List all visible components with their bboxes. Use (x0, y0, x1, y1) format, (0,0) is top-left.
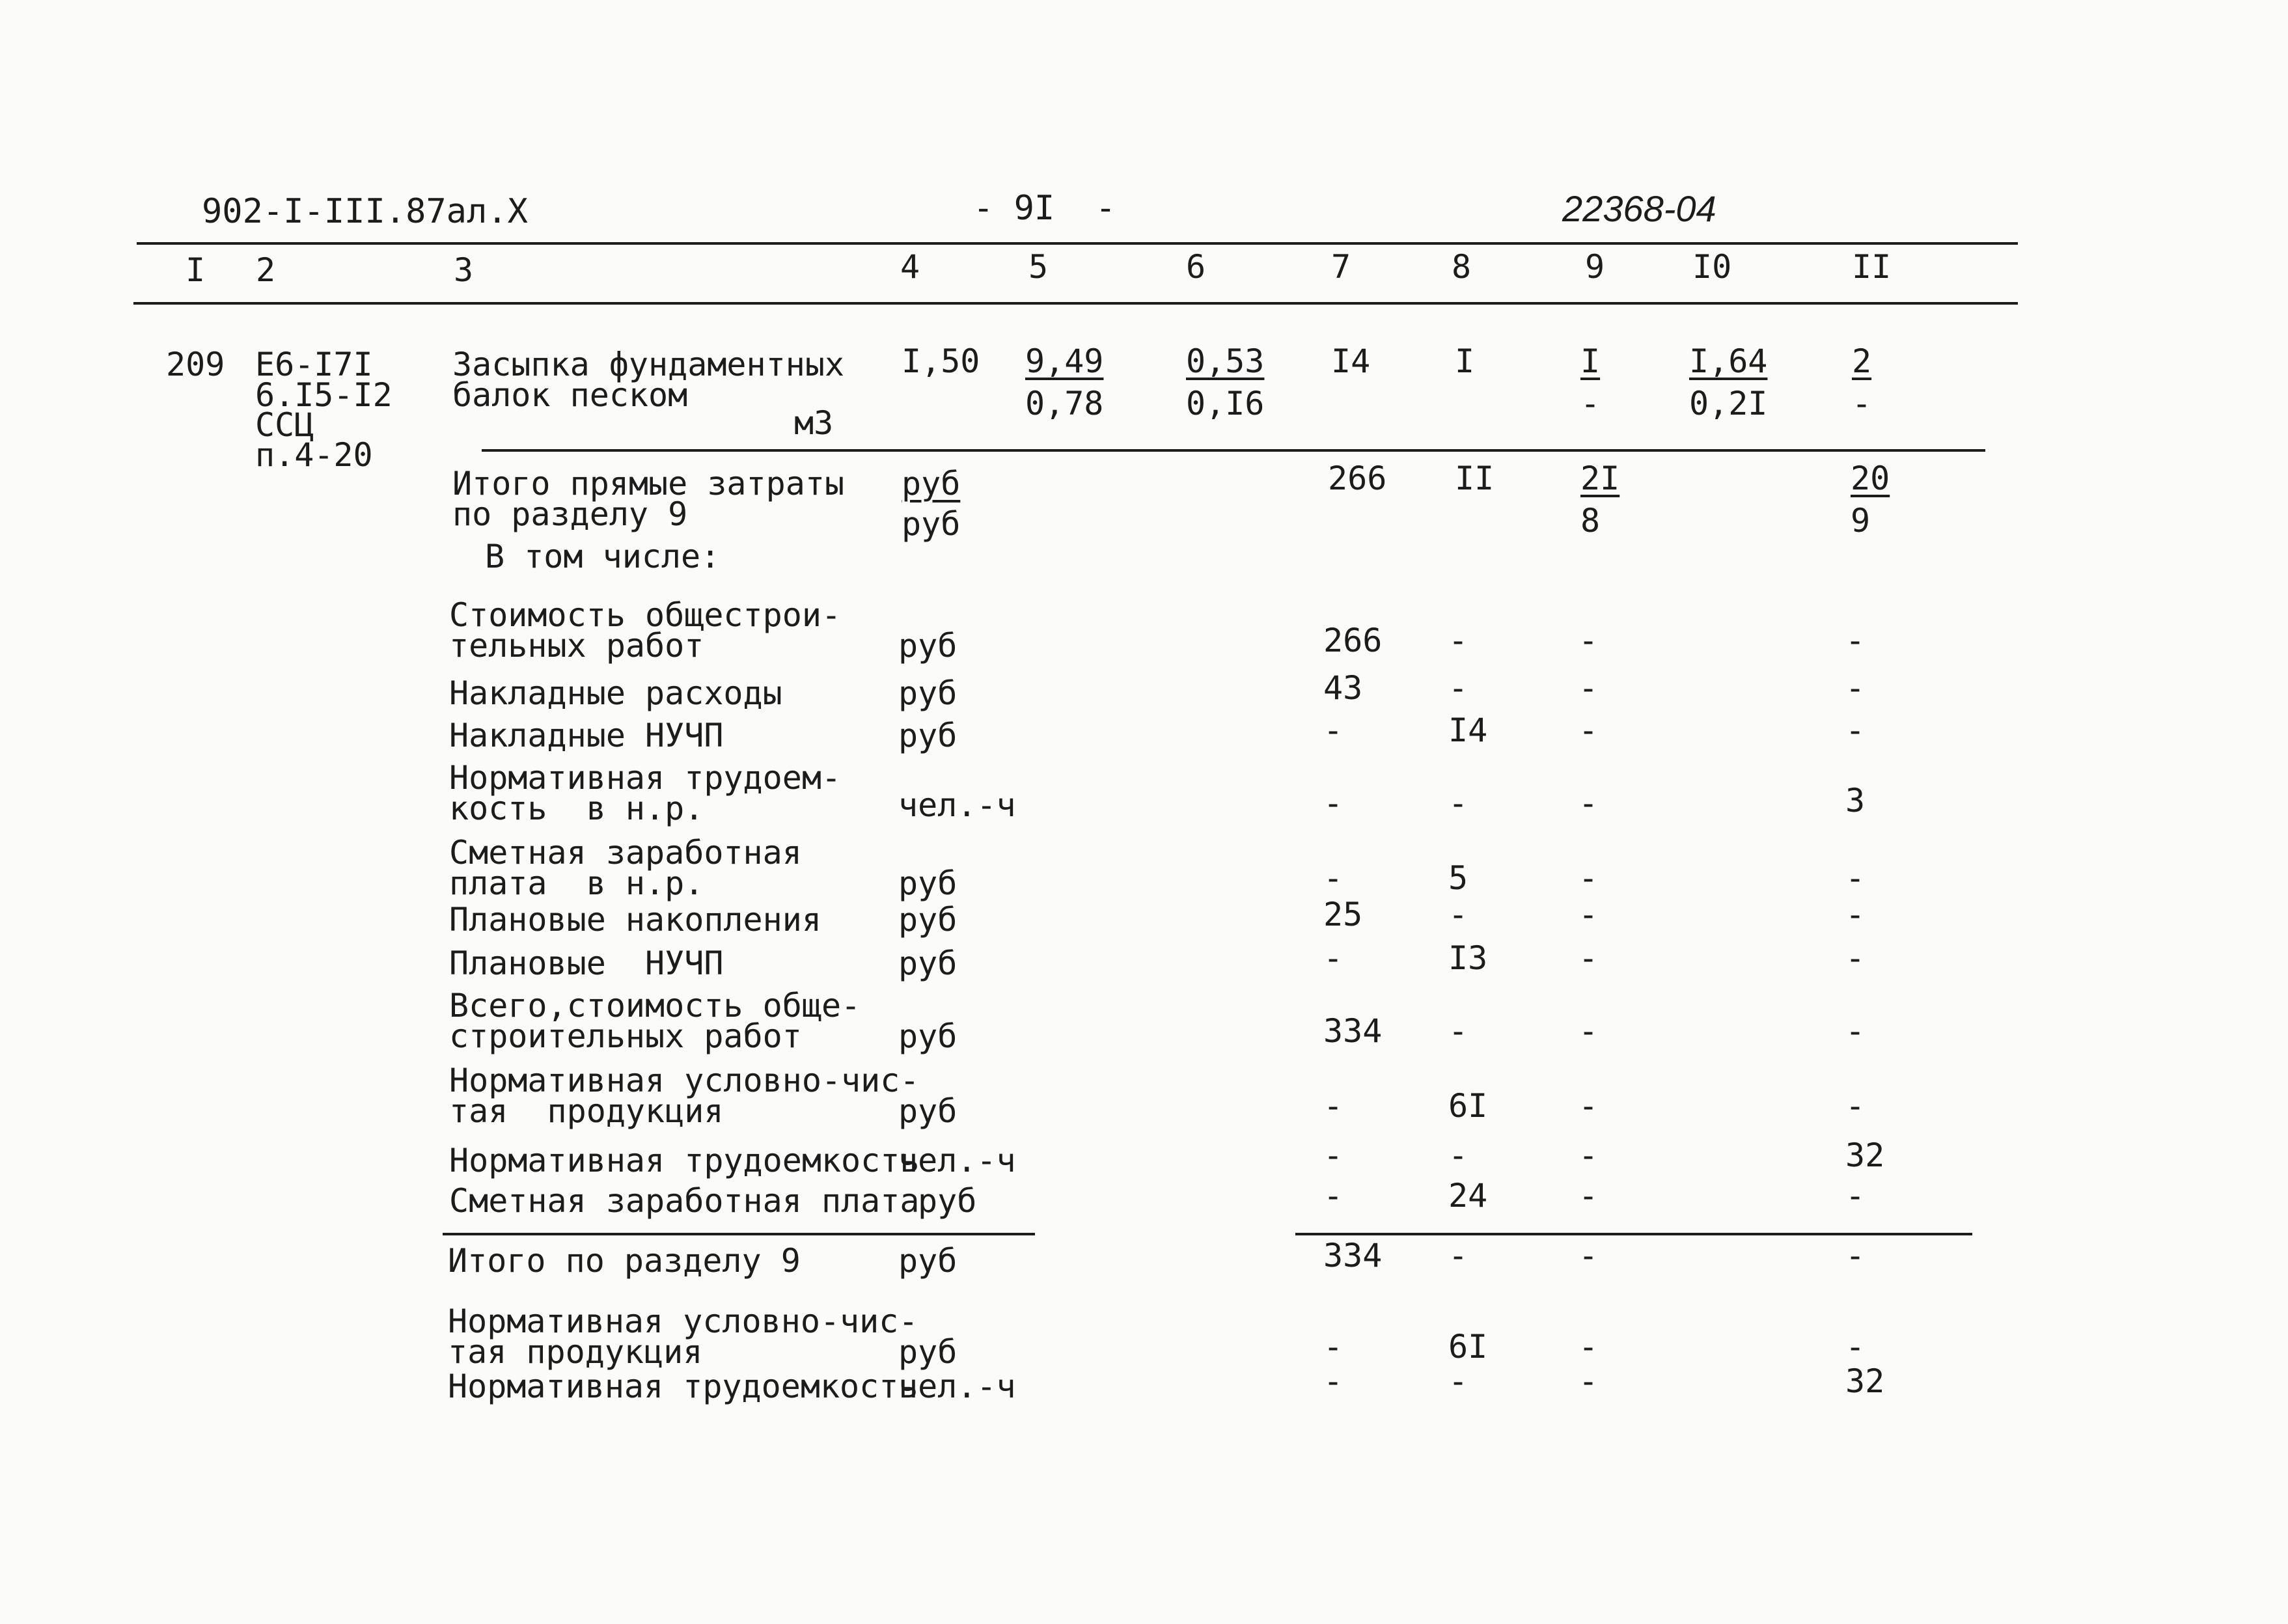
section-rule-right (1295, 1233, 1972, 1235)
item-name: Засыпка фундаментных (452, 346, 845, 383)
item-code: ССЦ (255, 406, 314, 444)
row-c8: - (1448, 784, 1468, 822)
row-label: строительных работ (449, 1017, 802, 1055)
header-rule-top (137, 242, 2018, 245)
column-number: 3 (454, 251, 474, 289)
row-c11: - (1845, 622, 1866, 659)
column-number: I (186, 251, 206, 289)
column-number: 4 (900, 248, 920, 286)
row-label: Стоимость общестрои- (449, 596, 842, 634)
row-c9: - (1578, 784, 1599, 822)
row-c7: - (1323, 1136, 1344, 1174)
row-label: тая продукция (448, 1333, 703, 1371)
row-c7: - (1323, 1177, 1344, 1215)
cell-c11-top: 2 (1852, 342, 1872, 380)
row-c7: - (1323, 1328, 1344, 1366)
item-name: балок песком (452, 376, 688, 414)
row-label: Сметная заработная (449, 834, 802, 872)
row-c11: 32 (1845, 1362, 1885, 1400)
row-c11: - (1845, 939, 1866, 977)
cell-c11-bottom: - (1852, 385, 1872, 422)
row-label: тельных работ (449, 627, 704, 665)
totals-c11-bottom: 9 (1851, 502, 1871, 540)
unit-price-total: 9,49 (1025, 342, 1104, 380)
item-code: 6.I5-I2 (255, 376, 393, 414)
item-rule (482, 449, 1985, 452)
row-c8: 24 (1448, 1177, 1488, 1215)
row-label: Нормативная трудоем- (449, 759, 842, 797)
row-c8: - (1448, 669, 1468, 707)
row-c11: 32 (1845, 1136, 1885, 1174)
row-unit: руб (898, 944, 958, 982)
row-unit: чел.-ч (898, 1142, 1016, 1179)
row-unit: руб (918, 1182, 977, 1220)
cell-c9-top: I (1580, 342, 1601, 380)
totals-unit: руб (902, 465, 961, 502)
row-c11: - (1845, 1012, 1866, 1050)
row-c9: - (1578, 1362, 1599, 1400)
row-c9: - (1578, 1237, 1599, 1274)
row-c7: 266 (1323, 622, 1383, 659)
row-label: Всего,стоимость обще- (449, 987, 861, 1025)
column-number: 2 (256, 251, 276, 289)
cell-c9-bottom: - (1580, 385, 1601, 422)
row-c9: - (1578, 896, 1599, 933)
item-quantity: I,50 (902, 342, 980, 380)
item-code: Е6-I7I (255, 346, 373, 383)
totals-label: Итого прямые затраты (452, 465, 845, 502)
row-c9: - (1578, 859, 1599, 897)
row-label: Сметная заработная плата (449, 1182, 920, 1220)
row-c9: - (1578, 1087, 1599, 1125)
row-c7: 25 (1323, 896, 1363, 933)
row-c8: - (1448, 1136, 1468, 1174)
row-unit: чел.-ч (898, 786, 1016, 824)
row-c9: - (1578, 1012, 1599, 1050)
unit-price-machine-wages: 0,I6 (1186, 385, 1265, 422)
row-c11: - (1845, 1177, 1866, 1215)
column-number: 5 (1028, 248, 1049, 286)
row-c11: - (1845, 1087, 1866, 1125)
row-label: Накладные расходы (449, 674, 782, 712)
row-unit: руб (898, 901, 958, 939)
totals-c11-top: 20 (1851, 460, 1890, 497)
archive-code: 22368-04 (1562, 188, 1716, 229)
page-number: - 9I - (973, 189, 1116, 228)
row-label: плата в н.р. (449, 864, 704, 902)
row-c8: 5 (1448, 859, 1468, 897)
row-label: Нормативная условно-чис- (449, 1062, 920, 1099)
item-unit: м3 (794, 404, 834, 442)
row-label: Нормативная трудоемкость (449, 1142, 920, 1179)
cell-c10-bottom: 0,2I (1689, 385, 1768, 422)
row-c7: 334 (1323, 1237, 1383, 1274)
column-number: 8 (1452, 248, 1472, 286)
row-label: Накладные НУЧП (449, 717, 724, 754)
totals-label: по разделу 9 (452, 495, 688, 533)
item-code: п.4-20 (255, 436, 373, 474)
row-c7: - (1323, 859, 1344, 897)
column-number: II (1852, 248, 1892, 286)
row-c8: 6I (1448, 1087, 1488, 1125)
row-unit: руб (898, 1017, 958, 1055)
row-label: Плановые НУЧП (449, 944, 724, 982)
row-c8: I3 (1448, 939, 1488, 977)
row-label: Итого по разделу 9 (448, 1242, 801, 1280)
totals-unit: руб (902, 505, 961, 543)
row-c11: - (1845, 711, 1866, 749)
row-unit: руб (898, 1242, 958, 1280)
unit-price-wages: 0,78 (1025, 385, 1104, 422)
cell-c10-top: I,64 (1689, 342, 1768, 380)
row-c8: - (1448, 1012, 1468, 1050)
row-c7: - (1323, 1362, 1344, 1400)
row-c8: - (1448, 1237, 1468, 1274)
row-c9: - (1578, 669, 1599, 707)
row-c8: I4 (1448, 711, 1488, 749)
totals-c7: 266 (1328, 460, 1387, 497)
row-label: Нормативная трудоемкость (448, 1368, 918, 1405)
column-number: 7 (1331, 248, 1351, 286)
row-c9: - (1578, 1136, 1599, 1174)
column-number: I0 (1692, 248, 1732, 286)
row-unit: руб (898, 1333, 958, 1371)
row-c7: - (1323, 1087, 1344, 1125)
row-label: кость в н.р. (449, 790, 704, 827)
column-number: 9 (1585, 248, 1605, 286)
section-rule-left (443, 1233, 1035, 1235)
item-number: 209 (166, 346, 225, 383)
document-code: 902-I-III.87ал.X (202, 192, 528, 231)
row-unit: руб (898, 627, 958, 665)
row-c9: - (1578, 711, 1599, 749)
totals-c8: II (1455, 460, 1495, 497)
row-c7: - (1323, 939, 1344, 977)
column-number: 6 (1186, 248, 1206, 286)
row-c11: - (1845, 669, 1866, 707)
row-c11: - (1845, 1237, 1866, 1274)
header-rule-bottom (133, 302, 2018, 305)
row-c11: - (1845, 859, 1866, 897)
row-label: Нормативная условно-чис- (448, 1302, 918, 1340)
row-c8: 6I (1448, 1328, 1488, 1366)
unit-price-machines: 0,53 (1186, 342, 1265, 380)
row-c9: - (1578, 939, 1599, 977)
row-c7: 334 (1323, 1012, 1383, 1050)
row-c9: - (1578, 1177, 1599, 1215)
cell-c7: I4 (1331, 342, 1371, 380)
row-c8: - (1448, 622, 1468, 659)
row-unit: руб (898, 674, 958, 712)
including-label: В том числе: (485, 538, 721, 575)
row-unit: руб (898, 864, 958, 902)
row-unit: руб (898, 717, 958, 754)
row-c7: - (1323, 784, 1344, 822)
row-c7: 43 (1323, 669, 1363, 707)
totals-c9-top: 2I (1580, 460, 1620, 497)
totals-c9-bottom: 8 (1580, 502, 1601, 540)
row-c9: - (1578, 1328, 1599, 1366)
row-label: тая продукция (449, 1092, 724, 1130)
row-c11: 3 (1845, 782, 1866, 819)
cell-c8: I (1455, 342, 1475, 380)
row-unit: руб (898, 1092, 958, 1130)
row-c9: - (1578, 622, 1599, 659)
row-unit: чел.-ч (898, 1368, 1016, 1405)
row-c11: - (1845, 1328, 1866, 1366)
row-label: Плановые накопления (449, 901, 821, 939)
row-c8: - (1448, 1362, 1468, 1400)
row-c11: - (1845, 896, 1866, 933)
row-c7: - (1323, 711, 1344, 749)
row-c8: - (1448, 896, 1468, 933)
